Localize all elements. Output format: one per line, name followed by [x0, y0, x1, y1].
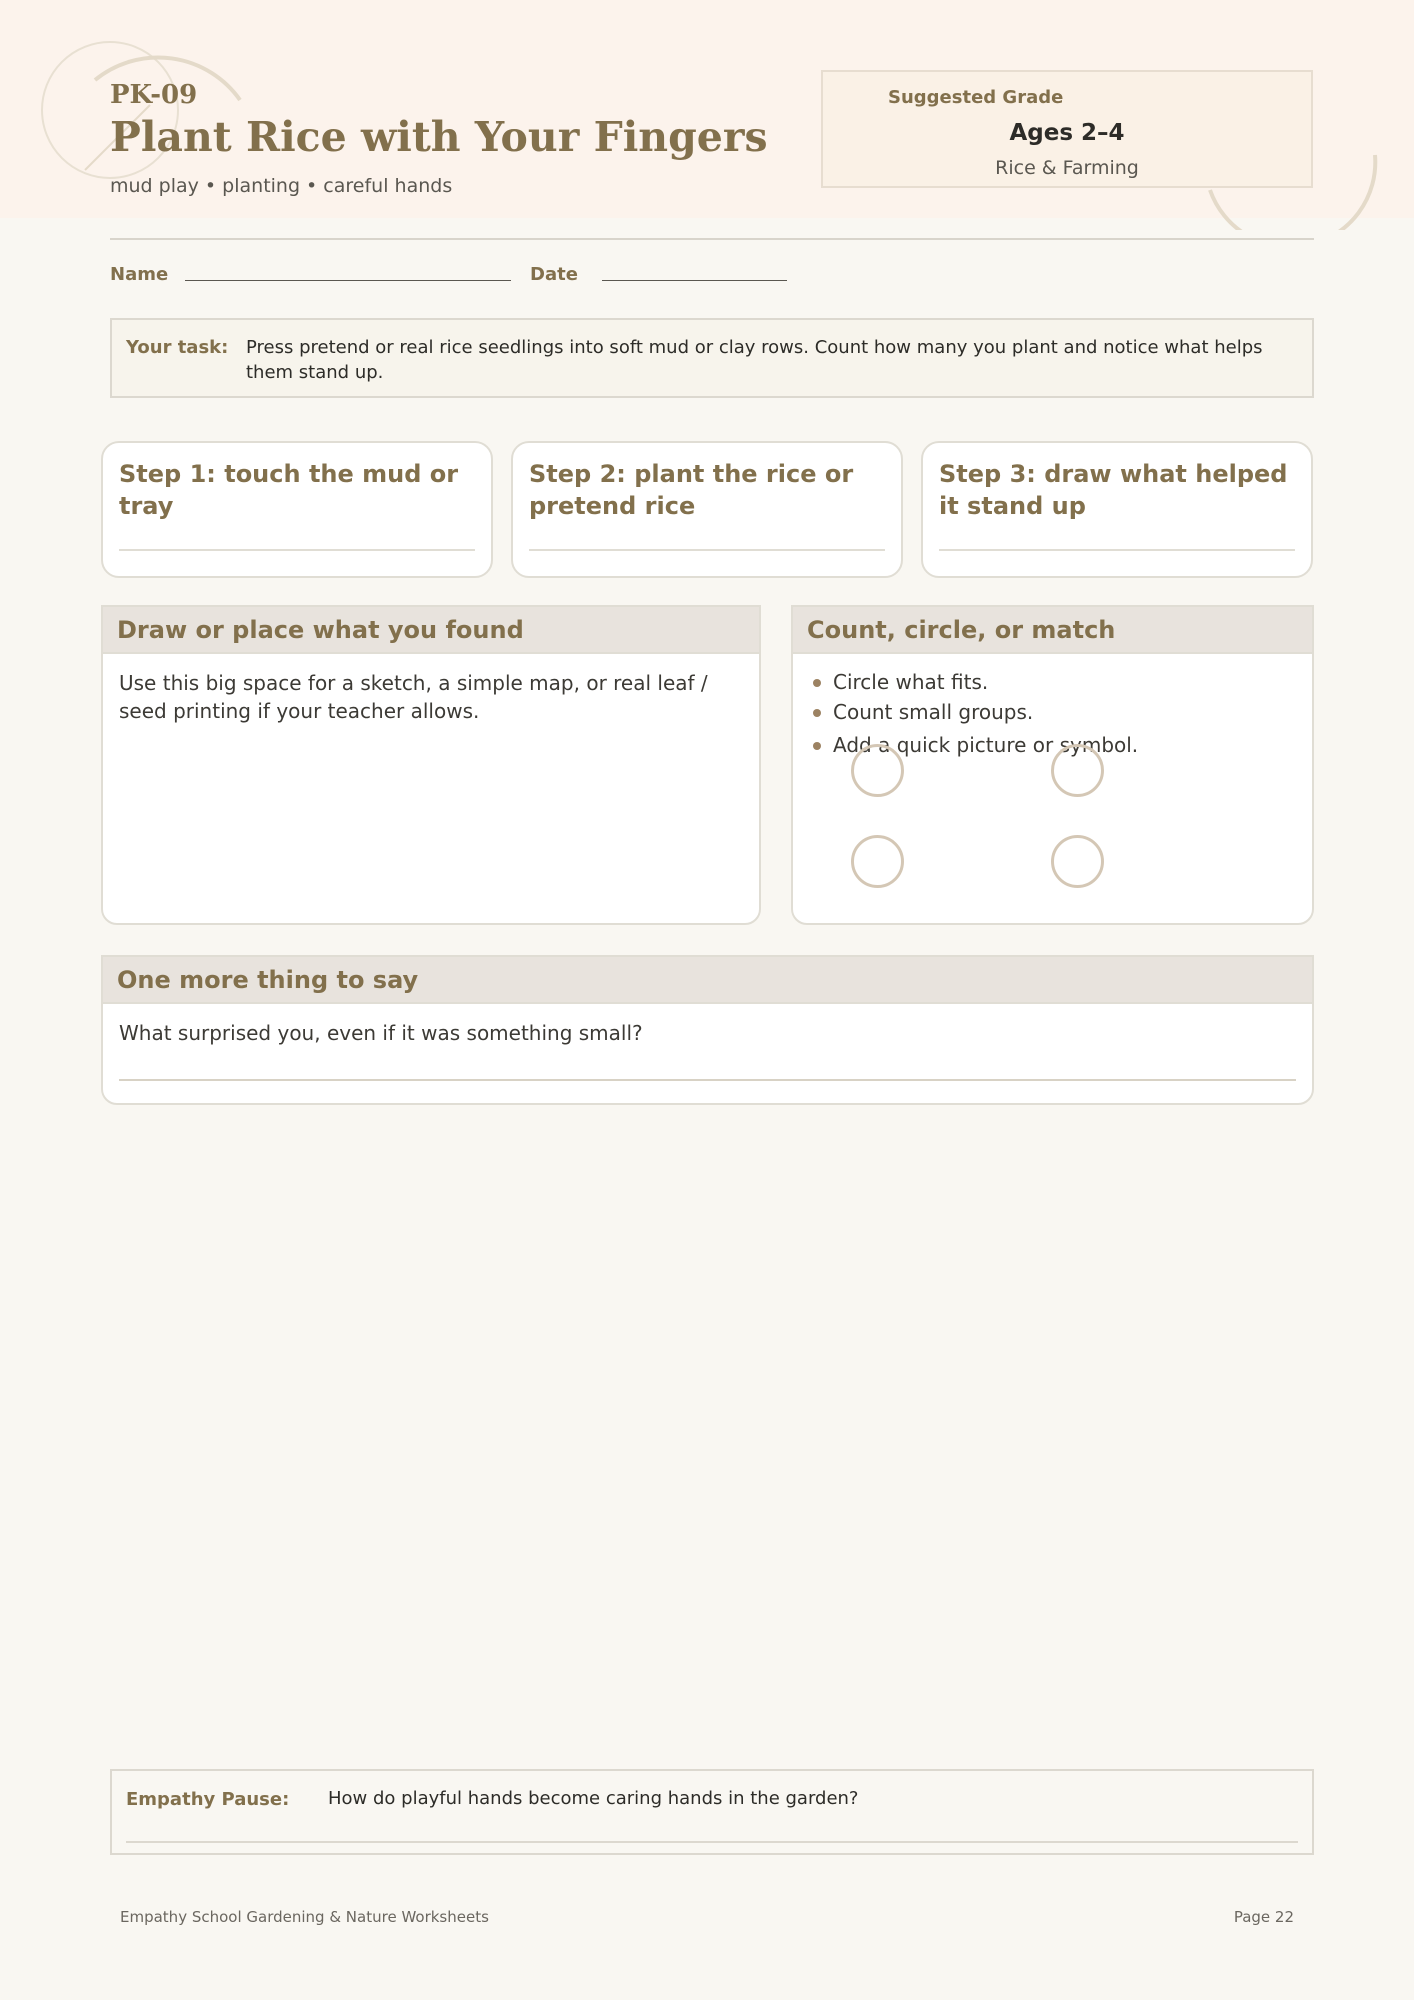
panel-title: One more thing to say [117, 966, 419, 994]
say-panel [101, 955, 1314, 1105]
panel-header [103, 957, 1312, 1004]
grade-label: Suggested Grade [888, 87, 1064, 108]
date-label: Date [530, 264, 578, 285]
answer-line[interactable] [119, 1079, 1296, 1081]
step-title: Step 3: draw what helped it stand up [939, 460, 1288, 520]
panel-title: Draw or place what you found [117, 616, 524, 644]
task-label: Your task: [126, 337, 229, 358]
list-item: Count small groups. [813, 697, 1138, 727]
list-item: Circle what fits. [813, 667, 1138, 697]
answer-circle[interactable] [1051, 744, 1104, 797]
step-title: Step 2: plant the rice or pretend rice [529, 460, 854, 520]
grade-topic: Rice & Farming [995, 157, 1139, 179]
answer-circle[interactable] [851, 835, 904, 888]
task-box [110, 318, 1314, 398]
panel-header [103, 607, 759, 654]
grade-value: Ages 2–4 [1009, 120, 1125, 146]
answer-circle[interactable] [1051, 835, 1104, 888]
name-label: Name [110, 264, 169, 285]
page-subtitle: mud play • planting • careful hands [110, 175, 453, 197]
page-number: Page 22 [1233, 1908, 1294, 1926]
answer-circle[interactable] [851, 744, 904, 797]
header-divider [110, 238, 1314, 240]
panel-instructions: Use this big space for a sketch, a simple map, or real leaf / seed printing if your teacher allows. [119, 671, 708, 723]
panel-header [793, 607, 1312, 654]
panel-title: Count, circle, or match [807, 616, 1116, 644]
step-card-2 [511, 441, 903, 578]
answer-line[interactable] [126, 1841, 1298, 1843]
name-field[interactable] [185, 280, 511, 281]
grade-box [821, 70, 1313, 188]
step-answer-line[interactable] [119, 549, 475, 551]
panel-prompt: What surprised you, even if it was something small? [119, 1021, 643, 1045]
step-card-1 [101, 441, 493, 578]
count-panel [791, 605, 1314, 925]
step-answer-line[interactable] [939, 549, 1295, 551]
page-title: Plant Rice with Your Fingers [110, 113, 768, 161]
worksheet-code: PK-09 [110, 80, 198, 110]
list-item: Add a quick picture or symbol. [813, 730, 1138, 760]
footer-source: Empathy School Gardening & Nature Worksheets [120, 1908, 489, 1926]
empathy-text: How do playful hands become caring hands in the garden? [328, 1788, 859, 1809]
empathy-label: Empathy Pause: [126, 1789, 290, 1810]
empathy-box [110, 1769, 1314, 1855]
step-answer-line[interactable] [529, 549, 885, 551]
date-field[interactable] [602, 280, 787, 281]
step-title: Step 1: touch the mud or tray [119, 460, 459, 520]
step-card-3 [921, 441, 1313, 578]
task-text: Press pretend or real rice seedlings into soft mud or clay rows. Count how many you plant and notice what helps them stand up. [246, 337, 1263, 383]
draw-panel[interactable] [101, 605, 761, 925]
